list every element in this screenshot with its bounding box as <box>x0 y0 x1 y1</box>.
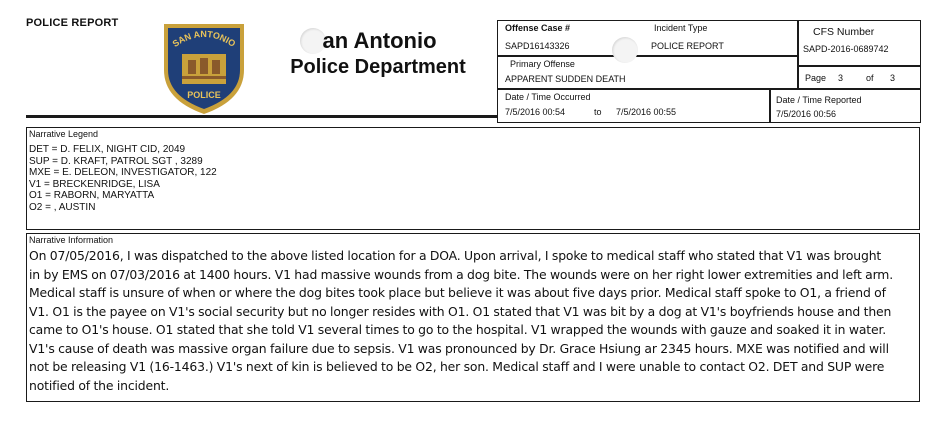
legend-item: DET = D. FELIX, NIGHT CID, 2049 <box>29 144 186 155</box>
primary-offense-label: Primary Offense <box>510 59 575 69</box>
offense-case-value: SAPD16143326 <box>505 41 570 51</box>
narrative-line: V1's cause of death was massive organ failure due to sepsis. V1 was pronounced by Dr. Grace Hsiung ar 2345 hours. MXE was notified and will <box>29 340 889 356</box>
divider <box>497 88 921 90</box>
cfs-number-label: CFS Number <box>813 26 875 38</box>
legend-list <box>29 144 217 213</box>
offense-case-label: Offense Case # <box>505 23 571 33</box>
narrative-line: On 07/05/2016, I was dispatched to the above listed location for a DOA. Upon arrival, I spoke to medical staff who stated that V1 was brought <box>29 248 882 263</box>
narrative-line: Medical staff is unsure of when or where the dog bites took place but believe it was about five days prior. Medical staff spoke to O1, a friend of <box>29 285 886 300</box>
primary-offense-value: APPARENT SUDDEN DEATH <box>505 74 626 84</box>
divider <box>797 20 799 89</box>
legend-item: V1 = BRECKENRIDGE, LISA <box>29 178 160 190</box>
badge-text-bottom: POLICE <box>187 90 221 100</box>
legend-item: SUP = D. KRAFT, PATROL SGT , 3289 <box>29 155 203 167</box>
punch-hole <box>612 37 638 63</box>
page-current: 3 <box>838 73 844 83</box>
narrative-line: not be releasing V1 (16-1463.) V1's next of kin is believed to be O2, her son. Medical staff and I were unable to contact O2. DET and SUP were <box>29 359 885 374</box>
legend-title: Narrative Legend <box>29 129 99 139</box>
page-label: Page <box>805 73 827 83</box>
narrative-text <box>29 247 915 395</box>
page-of-word: of <box>866 73 874 83</box>
department-name-line1: an Antonio <box>322 28 437 53</box>
incident-type-label: Incident Type <box>654 23 708 33</box>
cfs-number-value: SAPD-2016-0689742 <box>803 44 889 54</box>
page-total: 3 <box>890 73 896 83</box>
occurred-from: 7/5/2016 00:54 <box>505 107 566 117</box>
legend-item: O2 = , AUSTIN <box>29 201 96 213</box>
divider <box>797 65 921 67</box>
narrative-line: in by EMS on 07/03/2016 at 1400 hours. V1 had massive wounds from a dog bite. The wounds were on her right lower extremities and left arm. <box>29 266 894 282</box>
legend-item: MXE = E. DELEON, INVESTIGATOR, 122 <box>29 167 217 178</box>
divider <box>769 88 771 122</box>
police-badge-logo <box>158 18 250 116</box>
divider <box>497 55 797 57</box>
occurred-label: Date / Time Occurred <box>505 92 591 102</box>
badge-text-top: SAN ANTONIO <box>170 28 238 49</box>
report-label: POLICE REPORT <box>26 17 119 29</box>
legend-item: O1 = RABORN, MARYATTA <box>29 190 155 201</box>
narrative-line: notified of the incident. <box>29 377 170 393</box>
narrative-line: V1. O1 is the payee on V1's social security but no longer resides with O1. O1 stated that V1 was bit by a dog at V1's boyfriends house and then <box>29 303 892 319</box>
header-rule <box>26 115 497 118</box>
occurred-to-word: to <box>594 107 602 117</box>
narrative-line: came to O1's house. O1 stated that she told V1 several times to go to the hospital. V1 wrapped the wounds with gauze and soaked it in water. <box>29 322 887 337</box>
occurred-to: 7/5/2016 00:55 <box>616 107 677 117</box>
reported-label: Date / Time Reported <box>776 95 862 105</box>
incident-type-value: POLICE REPORT <box>651 41 724 51</box>
narrative-title: Narrative Information <box>29 235 114 245</box>
reported-value: 7/5/2016 00:56 <box>776 109 837 119</box>
department-name-line2: Police Department <box>290 56 466 78</box>
